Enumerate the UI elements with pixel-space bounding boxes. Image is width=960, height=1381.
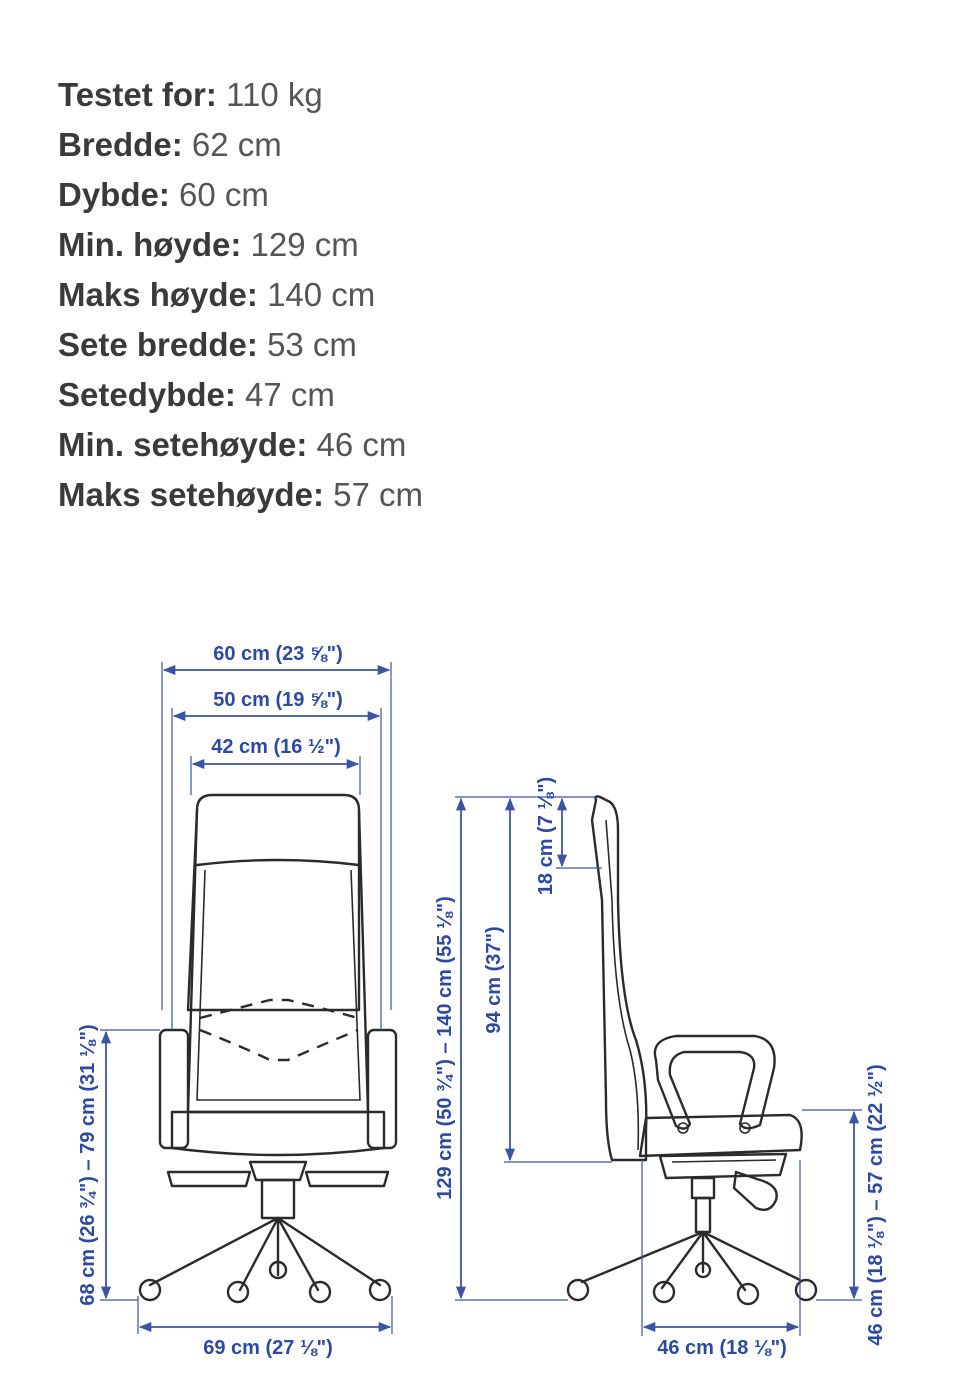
front-backrest-inner	[197, 870, 360, 1100]
front-caster	[310, 1282, 330, 1302]
side-caster	[738, 1284, 758, 1304]
dim-headrest-width	[191, 736, 360, 795]
side-caster	[568, 1280, 588, 1300]
spec-label: Min. høyde:	[58, 226, 242, 263]
spec-label: Setedybde:	[58, 376, 236, 413]
side-view-chair	[568, 796, 816, 1304]
dim-total-height	[434, 797, 596, 1300]
side-backrest-inner	[606, 820, 638, 1150]
front-view-chair	[140, 795, 396, 1302]
spec-value: 57 cm	[333, 476, 423, 513]
spec-value: 46 cm	[316, 426, 407, 463]
dim-base-width	[138, 1296, 392, 1359]
dim-label-armrest-height: 68 cm (26 ¾") – 79 cm (31 ⅛")	[77, 1024, 99, 1306]
dim-label-back-width: 50 cm (19 ⅝")	[213, 689, 343, 711]
dim-headrest-height	[535, 777, 602, 895]
side-column-cover	[692, 1178, 714, 1198]
dim-label-backrest-height: 94 cm (37")	[483, 926, 505, 1034]
spec-label: Testet for:	[58, 76, 217, 113]
spec-value: 140 cm	[267, 276, 376, 313]
spec-value: 110 kg	[226, 76, 323, 113]
dim-label-seat-height: 46 cm (18 ⅛") – 57 cm (22 ½")	[865, 1064, 887, 1346]
front-left-arm-pad	[168, 1172, 250, 1186]
front-right-arm-pad	[306, 1172, 388, 1186]
spec-label: Min. setehøyde:	[58, 426, 308, 463]
spec-value: 129 cm	[250, 226, 359, 263]
dim-label-headrest-height: 18 cm (7 ⅛")	[535, 776, 557, 896]
side-tilt-knob	[734, 1172, 777, 1210]
side-gas-column	[696, 1198, 710, 1232]
front-caster	[140, 1280, 160, 1300]
dim-label-seat-depth: 46 cm (18 ⅛")	[657, 1337, 787, 1359]
front-base-legs	[150, 1218, 380, 1290]
front-right-armrest	[368, 1030, 396, 1148]
dim-label-overall-width: 60 cm (23 ⅝")	[213, 643, 343, 665]
spec-label: Sete bredde:	[58, 326, 258, 363]
front-headrest-seam	[197, 860, 359, 865]
spec-label: Maks setehøyde:	[58, 476, 324, 513]
front-gas-column	[262, 1180, 294, 1218]
side-caster	[796, 1280, 816, 1300]
dim-armrest-height	[77, 1024, 160, 1305]
dim-label-headrest-width: 42 cm (16 ½")	[211, 736, 341, 758]
front-mechanism	[250, 1162, 306, 1180]
spec-value: 60 cm	[179, 176, 269, 213]
side-mechanism	[660, 1154, 786, 1178]
spec-label: Dybde:	[58, 176, 170, 213]
front-caster	[370, 1280, 390, 1300]
spec-value: 53 cm	[267, 326, 357, 363]
front-headrest-outline	[188, 795, 359, 1010]
spec-label: Bredde:	[58, 126, 183, 163]
front-caster	[228, 1282, 248, 1302]
dim-label-base-width: 69 cm (27 ⅛")	[203, 1337, 333, 1359]
spec-value: 47 cm	[245, 376, 335, 413]
side-base-legs	[582, 1232, 800, 1290]
side-seat	[640, 1115, 802, 1156]
spec-value: 62 cm	[191, 126, 282, 163]
dim-seat-height	[802, 1064, 887, 1345]
dim-label-total-height: 129 cm (50 ¾") – 140 cm (55 ⅛")	[434, 896, 456, 1200]
spec-label: Maks høyde:	[58, 276, 258, 313]
front-backrest-outline	[188, 810, 368, 1112]
front-seat	[172, 1112, 384, 1155]
front-left-armrest	[160, 1030, 188, 1148]
